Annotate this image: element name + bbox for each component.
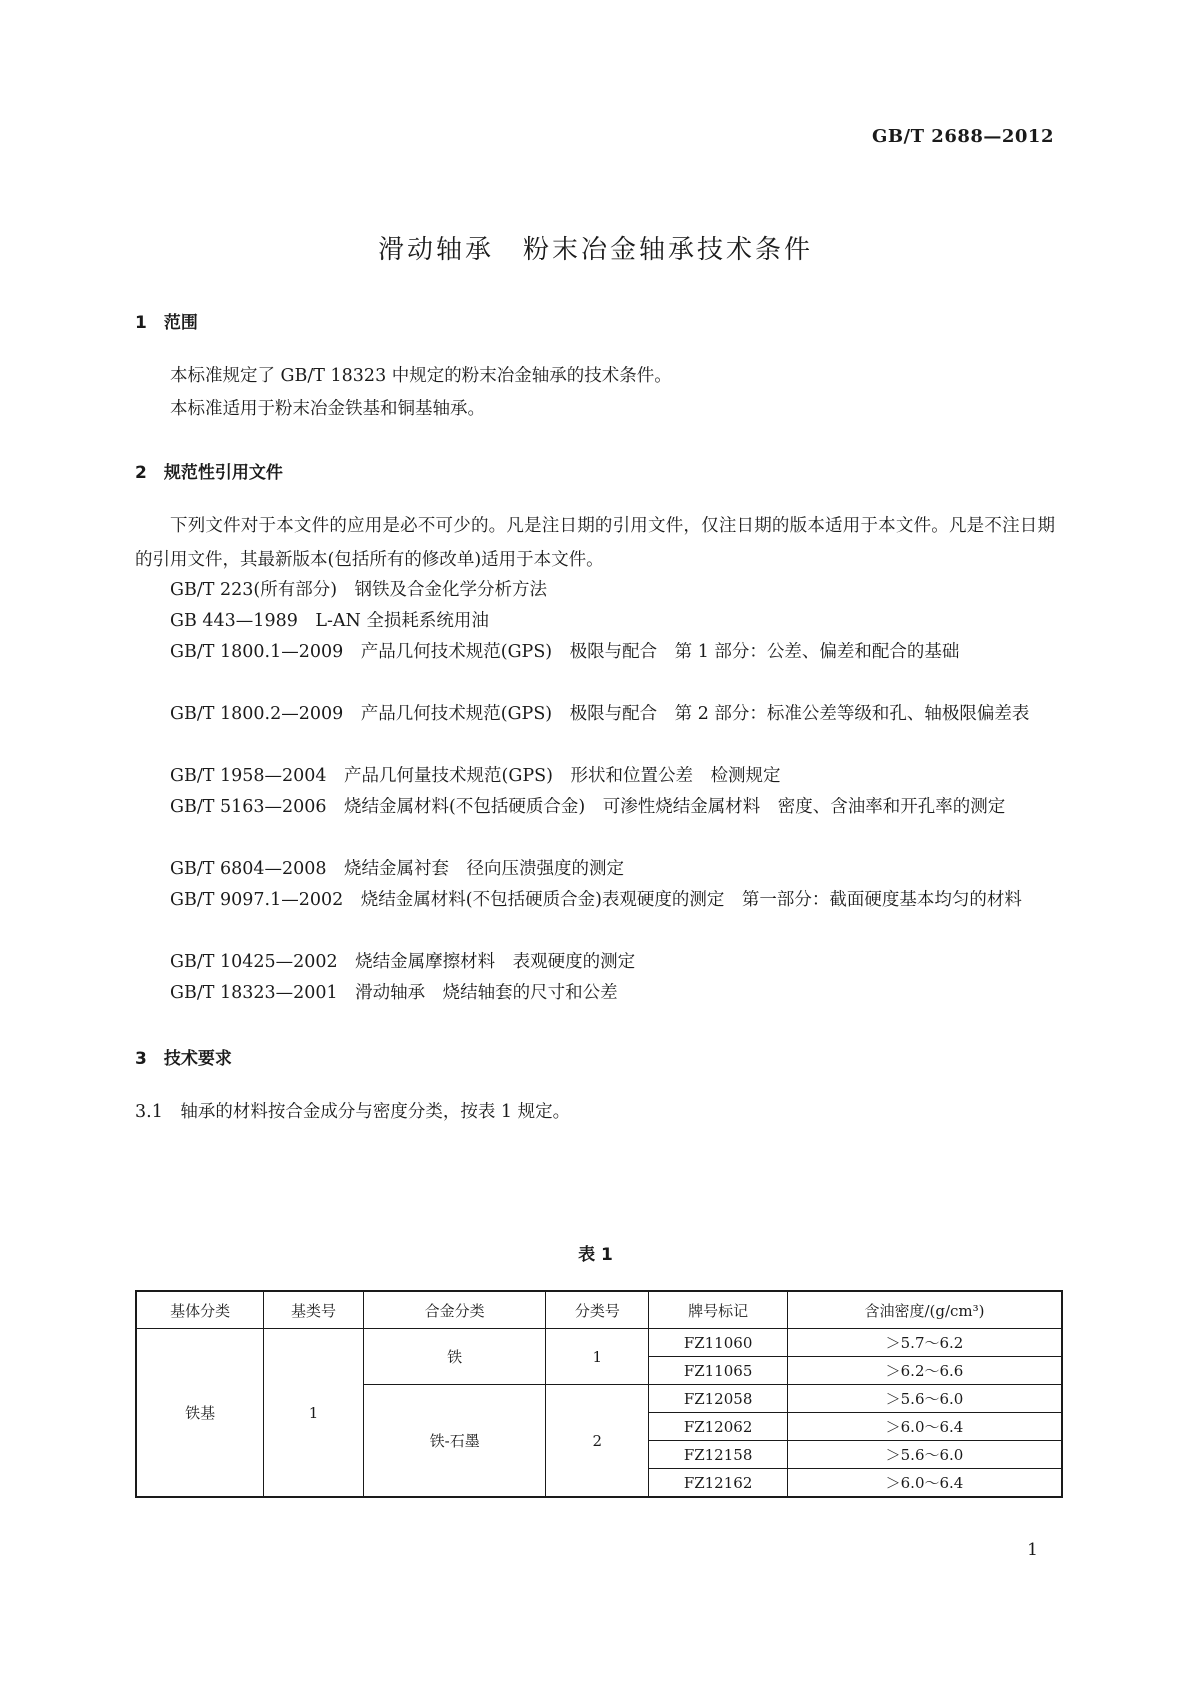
reference-item: GB/T 18323—2001 滑动轴承 烧结轴套的尺寸和公差 xyxy=(170,983,618,1003)
grade-mark-cell: FZ12062 xyxy=(649,1413,788,1441)
scope-paragraph-1: 本标准规定了 GB/T 18323 中规定的粉末冶金轴承的技术条件。 xyxy=(170,366,672,386)
base-no-cell: 1 xyxy=(264,1329,364,1498)
alloy-class-cell: 铁-石墨 xyxy=(363,1385,546,1498)
grade-mark-cell: FZ12162 xyxy=(649,1469,788,1498)
grade-mark-cell: FZ11065 xyxy=(649,1357,788,1385)
class-no-cell: 1 xyxy=(546,1329,649,1385)
base-class-cell: 铁基 xyxy=(136,1329,264,1498)
alloy-class-cell: 铁 xyxy=(363,1329,546,1385)
table-caption: 表 1 xyxy=(578,1245,613,1265)
clause-3-1: 3.1 轴承的材料按合金成分与密度分类，按表 1 规定。 xyxy=(135,1102,571,1122)
table-row xyxy=(136,1329,1062,1357)
class-no-cell: 2 xyxy=(546,1385,649,1498)
reference-item: GB/T 1800.1—2009 产品几何技术规范(GPS) 极限与配合 第 1 部分：公差、偏差和配合的基础 xyxy=(170,642,960,662)
oil-density-cell: ＞5.7～6.2 xyxy=(788,1329,1063,1357)
reference-item: GB/T 1800.2—2009 产品几何技术规范(GPS) 极限与配合 第 2 部分：标准公差等级和孔、轴极限偏差表 xyxy=(170,704,1030,724)
reference-item: GB/T 223(所有部分) 钢铁及合金化学分析方法 xyxy=(170,580,548,600)
reference-item: GB 443—1989 L-AN 全损耗系统用油 xyxy=(170,611,489,631)
header-base-no: 基类号 xyxy=(264,1291,364,1329)
oil-density-cell: ＞5.6～6.0 xyxy=(788,1385,1063,1413)
header-oil-density: 含油密度/(g/cm³) xyxy=(788,1291,1063,1329)
material-classification-table xyxy=(135,1290,1063,1498)
scope-paragraph-2: 本标准适用于粉末冶金铁基和铜基轴承。 xyxy=(170,399,485,419)
grade-mark-cell: FZ12058 xyxy=(649,1385,788,1413)
reference-item: GB/T 6804—2008 烧结金属衬套 径向压溃强度的测定 xyxy=(170,859,625,879)
header-base-class: 基体分类 xyxy=(136,1291,264,1329)
reference-item: GB/T 1958—2004 产品几何量技术规范(GPS) 形状和位置公差 检测规定 xyxy=(170,766,781,786)
oil-density-cell: ＞6.0～6.4 xyxy=(788,1413,1063,1441)
grade-mark-cell: FZ11060 xyxy=(649,1329,788,1357)
section-heading-scope: 1 范围 xyxy=(135,313,198,333)
oil-density-cell: ＞5.6～6.0 xyxy=(788,1441,1063,1469)
header-alloy-class: 合金分类 xyxy=(363,1291,546,1329)
reference-item: GB/T 9097.1—2002 烧结金属材料(不包括硬质合金)表观硬度的测定 第一部分：截面硬度基本均匀的材料 xyxy=(170,890,1022,910)
document-title: 滑动轴承 粉末冶金轴承技术条件 xyxy=(377,235,813,265)
standard-number: GB/T 2688—2012 xyxy=(871,126,1054,147)
oil-density-cell: ＞6.2～6.6 xyxy=(788,1357,1063,1385)
section-heading-technical-requirements: 3 技术要求 xyxy=(135,1049,232,1069)
grade-mark-cell: FZ12158 xyxy=(649,1441,788,1469)
section-heading-normative-references: 2 规范性引用文件 xyxy=(135,463,283,483)
header-grade-mark: 牌号标记 xyxy=(649,1291,788,1329)
table-header-row xyxy=(136,1291,1062,1329)
header-class-no: 分类号 xyxy=(546,1291,649,1329)
references-intro: 下列文件对于本文件的应用是必不可少的。凡是注日期的引用文件，仅注日期的版本适用于本文件。凡是不注日期的引用文件，其最新版本(包括所有的修改单)适用于本文件。 xyxy=(135,516,1055,570)
oil-density-cell: ＞6.0～6.4 xyxy=(788,1469,1063,1498)
reference-item: GB/T 5163—2006 烧结金属材料(不包括硬质合金) 可渗性烧结金属材料 密度、含油率和开孔率的测定 xyxy=(170,797,1006,817)
reference-item: GB/T 10425—2002 烧结金属摩擦材料 表观硬度的测定 xyxy=(170,952,636,972)
page-number: 1 xyxy=(1027,1540,1038,1560)
